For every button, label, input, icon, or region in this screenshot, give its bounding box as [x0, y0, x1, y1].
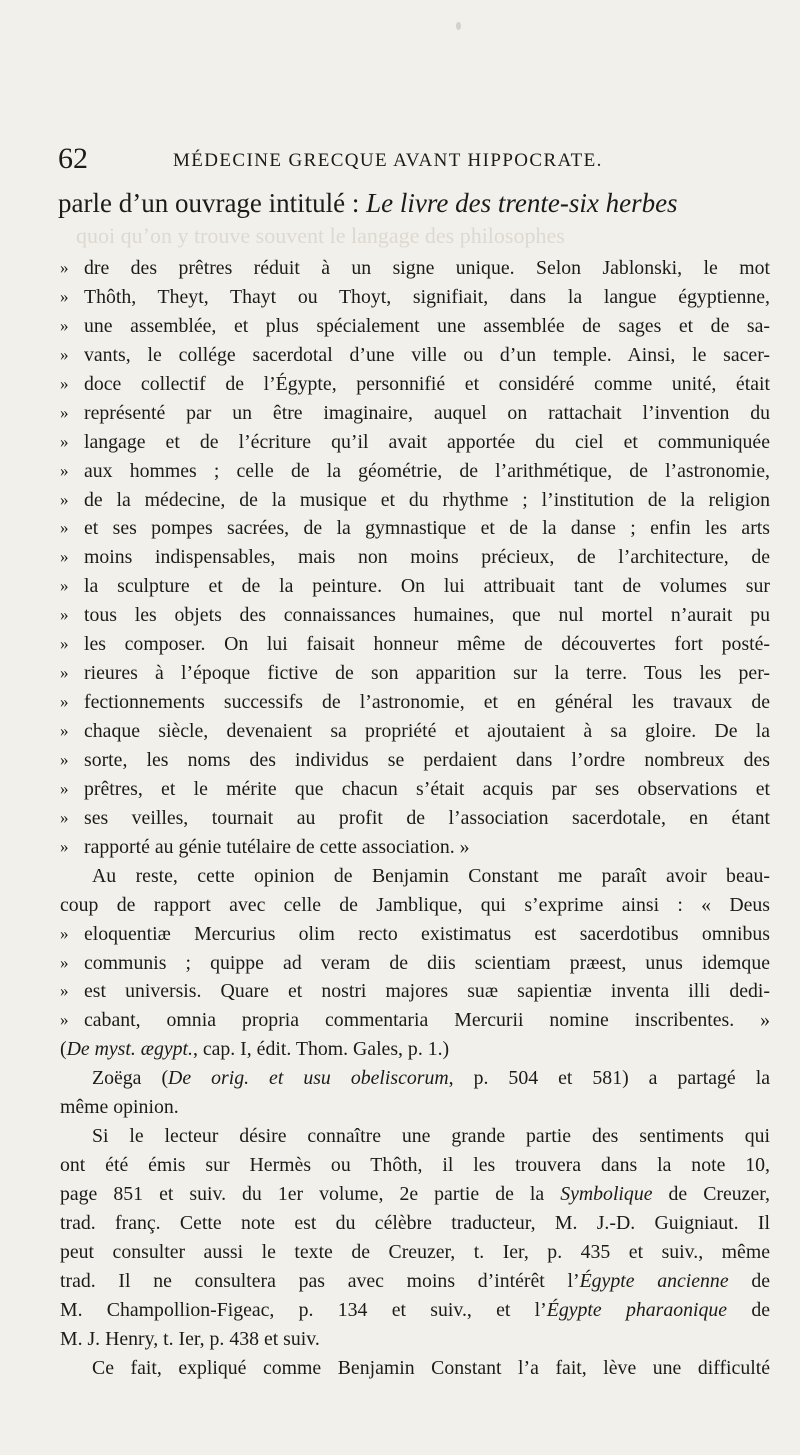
text-line: [60, 833, 770, 862]
line-text: Si le lecteur désire connaître une grande partie des sentiments qui: [92, 1125, 770, 1148]
line-text: est universis. Quare et nostri majores suæ sapientiæ inventa illi dedi-: [84, 980, 770, 1003]
text-line: [60, 572, 770, 601]
line-text: page 851 et suiv. du 1er volume, 2e partie de la: [60, 1183, 561, 1205]
text-line: [60, 630, 770, 659]
text-line: [60, 428, 770, 457]
text-line: [60, 457, 770, 486]
line-text: rapporté au génie tutélaire de cette association. »: [84, 835, 470, 858]
line-text: trad. franç. Cette note est du célèbre traducteur, M. J.-D. Guigniaut. Il: [60, 1211, 770, 1234]
text-line: [60, 804, 770, 833]
running-title: MÉDECINE GRECQUE AVANT HIPPOCRATE.: [173, 150, 603, 171]
line-text: (: [60, 1038, 67, 1061]
quote-mark: »: [60, 547, 69, 567]
text-line: [60, 283, 770, 312]
text-line: [60, 1296, 770, 1325]
line-text: Thôth, Theyt, Thayt ou Thoyt, signifiait, dans la langue égyptienne,: [84, 285, 770, 308]
quote-mark: »: [60, 315, 69, 335]
page-number: 62: [58, 142, 88, 175]
line-text: coup de rapport avec celle de Jamblique, qui s’exprime ainsi : « Deus: [60, 893, 770, 916]
line-text: eloquentiæ Mercurius olim recto existimatus est sacerdotibus omnibus: [84, 922, 770, 945]
quote-mark: »: [60, 460, 69, 480]
page-body: [60, 254, 770, 1383]
quote-mark: »: [60, 663, 69, 683]
line-text: trad. Il ne consultera pas avec moins d’intérêt l’: [60, 1269, 580, 1292]
line-text: , cap. I, édit. Thom. Gales, p. 1.): [192, 1038, 450, 1061]
line-text: dre des prêtres réduit à un signe unique. Selon Jablonski, le mot: [84, 257, 770, 279]
text-line: [60, 1122, 770, 1151]
italic-text: Égypte pharaonique: [546, 1298, 728, 1321]
text-line: [60, 949, 770, 978]
line-text: M. Champollion-Figeac, p. 134 et suiv., et l’: [60, 1298, 547, 1321]
quote-mark: »: [60, 749, 69, 769]
line-text: cabant, omnia propria commentaria Mercurii nomine inscribentes. »: [84, 1009, 770, 1032]
show-through-text: quoi qu’on y trouve souvent le langage des philosophes: [76, 223, 565, 248]
continued-line-text: parle d’un ouvrage intitulé :: [58, 188, 367, 218]
quote-mark: »: [60, 692, 69, 712]
line-text: doce collectif de l’Égypte, personnifié et considéré comme unité, était: [84, 372, 770, 395]
text-line: [60, 514, 770, 543]
line-text: même opinion.: [60, 1096, 179, 1119]
text-line: [60, 775, 770, 804]
line-text: prêtres, et le mérite que chacun s’était acquis par ses observations et: [84, 777, 770, 800]
line-text: tous les objets des connaissances humaines, que nul mortel n’aurait pu: [84, 604, 770, 627]
text-line: [60, 1238, 770, 1267]
text-line: [60, 1354, 770, 1383]
text-line: [60, 920, 770, 949]
quote-mark: »: [60, 605, 69, 625]
text-line: [60, 486, 770, 515]
text-line: [60, 688, 770, 717]
italic-text: De myst. ægypt.: [66, 1038, 193, 1061]
line-text: de: [727, 1298, 770, 1321]
text-line: [60, 543, 770, 572]
quote-mark: »: [60, 518, 69, 538]
quote-mark: »: [60, 258, 69, 277]
line-text: fectionnements successifs de l’astronomie, et en général les travaux de: [84, 691, 770, 714]
line-text: de Creuzer,: [652, 1183, 770, 1205]
text-line: [60, 370, 770, 399]
text-line: [60, 1006, 770, 1035]
text-line: [60, 659, 770, 688]
book-title-italic: Le livre des trente-six herbes: [366, 188, 678, 218]
continued-line: [58, 185, 768, 221]
quote-mark: »: [60, 576, 69, 596]
line-text: chaque siècle, devenaient sa propriété et ajoutaient à sa gloire. De la: [84, 720, 770, 742]
line-text: et ses pompes sacrées, de la gymnastique et de la danse ; enfin les arts: [84, 517, 770, 540]
quote-mark: »: [60, 1010, 69, 1030]
text-line: [60, 746, 770, 775]
line-text: Au reste, cette opinion de Benjamin Constant me paraît avoir beau-: [92, 864, 770, 887]
italic-text: De orig. et usu obeliscorum: [168, 1067, 449, 1090]
line-text: la sculpture et de la peinture. On lui attribuait tant de volumes sur: [84, 575, 770, 598]
quote-mark: »: [60, 402, 69, 422]
line-text: Ce fait, expliqué comme Benjamin Constant l’a fait, lève une difficulté: [92, 1356, 770, 1379]
paper-spot: [456, 22, 461, 30]
quote-mark: »: [60, 634, 69, 654]
text-line: [60, 341, 770, 370]
italic-text: Égypte ancienne: [579, 1269, 729, 1292]
text-line: [60, 601, 770, 630]
line-text: , p. 504 et 581) a partagé la: [448, 1067, 770, 1090]
quote-mark: »: [60, 721, 69, 740]
line-text: ont été émis sur Hermès ou Thôth, il les trouvera dans la note 10,: [60, 1154, 770, 1177]
text-line: [60, 254, 770, 283]
quote-mark: »: [60, 778, 69, 798]
text-line: [60, 1325, 770, 1354]
line-text: sorte, les noms des individus se perdaient dans l’ordre nombreux des: [84, 748, 770, 771]
quote-mark: »: [60, 923, 69, 943]
italic-text: Symbolique: [560, 1183, 653, 1205]
line-text: M. J. Henry, t. Ier, p. 438 et suiv.: [60, 1327, 320, 1350]
quote-mark: »: [60, 981, 69, 1001]
quote-mark: »: [60, 431, 69, 451]
text-line: [60, 1035, 770, 1064]
line-text: rieures à l’époque fictive de son apparition sur la terre. Tous les per-: [84, 662, 770, 685]
quote-mark: »: [60, 286, 69, 306]
text-line: [60, 399, 770, 428]
quote-mark: »: [60, 836, 69, 856]
text-line: [60, 312, 770, 341]
line-text: vants, le collége sacerdotal d’une ville ou d’un temple. Ainsi, le sacer-: [84, 343, 770, 366]
line-text: Zoëga (: [92, 1067, 169, 1090]
quote-mark: »: [60, 344, 69, 364]
line-text: les composer. On lui faisait honneur même de découvertes fort posté-: [84, 633, 770, 656]
line-text: représenté par un être imaginaire, auquel on rattachait l’invention du: [84, 401, 770, 424]
line-text: une assemblée, et plus spécialement une assemblée de sages et de sa-: [84, 314, 770, 337]
quote-mark: »: [60, 373, 69, 393]
line-text: communis ; quippe ad veram de diis scientiam præest, unus idemque: [84, 951, 770, 974]
text-line: [60, 1093, 770, 1122]
line-text: aux hommes ; celle de la géométrie, de l’arithmétique, de l’astronomie,: [84, 459, 770, 482]
quote-mark: »: [60, 489, 69, 509]
text-line: [60, 1064, 770, 1093]
quote-mark: »: [60, 952, 69, 972]
text-line: [60, 1180, 770, 1209]
text-line: [60, 1267, 770, 1296]
text-line: [60, 891, 770, 920]
page-header: [58, 142, 760, 176]
line-text: peut consulter aussi le texte de Creuzer, t. Ier, p. 435 et suiv., même: [60, 1240, 770, 1263]
line-text: ses veilles, tournait au profit de l’association sacerdotale, en étant: [84, 806, 770, 829]
text-line: [60, 1209, 770, 1238]
text-line: [60, 862, 770, 891]
line-text: de la médecine, de la musique et du rhythme ; l’institution de la religion: [84, 488, 770, 511]
line-text: de: [728, 1269, 771, 1292]
text-line: [60, 1151, 770, 1180]
text-line: [60, 977, 770, 1006]
text-line: [60, 717, 770, 746]
quote-mark: »: [60, 807, 69, 827]
line-text: moins indispensables, mais non moins précieux, de l’architecture, de: [84, 546, 770, 569]
line-text: langage et de l’écriture qu’il avait apportée du ciel et communiquée: [84, 430, 770, 453]
